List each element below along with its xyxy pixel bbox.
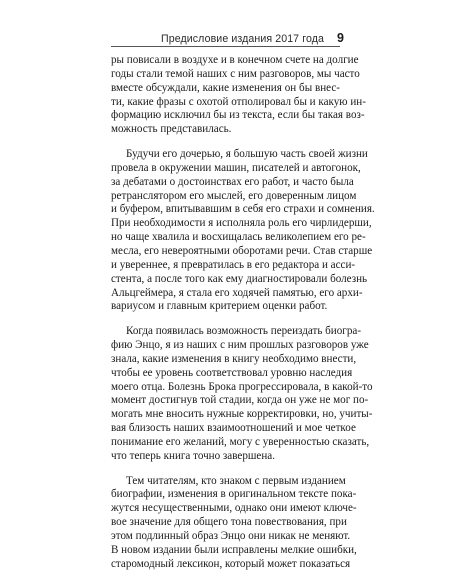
text-line: моего отца. Болезнь Брока прогрессировала, в какой-то (111, 380, 373, 393)
text-line: чтобы ее уровень соответствовал уровню наследия (111, 366, 353, 379)
text-line: месла, его невероятными оборотами речи. Став старше (111, 244, 373, 257)
running-header (111, 31, 344, 47)
text-line: ретранслятором его мыслей, его доверенным лицом (111, 189, 357, 202)
text-line: вая близость наших взаимоотношений и мое четкое (111, 422, 356, 435)
text-line: При необходимости я исполняла роль его чирлидерши, (111, 217, 372, 230)
text-line: формацию исключил бы из текста, если бы такая воз- (111, 109, 365, 122)
text-line: В новом издании были исправлены мелкие ошибки, (111, 543, 357, 556)
text-line: и увереннее, я превратилась в его редактора и асси- (111, 258, 356, 271)
text-line: стента, а после того как ему диагностировали болезнь (111, 272, 368, 285)
paragraph (111, 54, 366, 137)
running-title: Предисловие издания 2017 года (161, 33, 324, 45)
text-line: вместе обсуждали, какие изменения он бы внес- (111, 81, 340, 94)
text-line: годы стали темой наших с ним разговоров, мы часто (111, 67, 360, 80)
header-rule (111, 46, 340, 47)
text-line: можность представилась. (111, 123, 232, 136)
body-text (111, 54, 375, 583)
text-line: ти, какие фразы с охотой отполировал бы и какую ин- (111, 95, 366, 108)
paragraph (111, 325, 373, 463)
text-line: момент достигнув той стадии, когда он уже не мог по- (111, 394, 369, 407)
text-line: этом подлинный образ Энцо они никак не меняют. (111, 530, 351, 542)
text-line: за дебатами о достоинствах его работ, и часто была (111, 175, 354, 188)
text-line: жутся несущественными, однако они имеют ключе- (111, 502, 357, 515)
text-line: фию Энцо, я из наших с ним прошлых разговоров уже (111, 339, 369, 352)
text-line: ры повисали в воздухе и в конечном счете на долгие (111, 54, 359, 66)
text-line: могать мне вносить нужные корректировки, но, учиты- (111, 408, 373, 421)
text-line: что теперь книга точно завершена. (111, 449, 275, 462)
text-line: понимание его желаний, могу с уверенностью сказать, (111, 435, 370, 448)
text-line: Тем читателям, кто знаком с первым изданием (126, 474, 346, 487)
text-line: провела в окружении машин, писателей и автогонок, (111, 161, 361, 174)
text-line: знала, какие изменения в книгу необходимо внести, (111, 352, 357, 365)
paragraph (111, 148, 375, 314)
text-line: биографии, изменения в оригинальном тексте пока- (111, 488, 357, 501)
text-line: Когда появилась возможность переиздать биогра- (126, 325, 362, 338)
paragraph (111, 474, 357, 572)
text-line: вое значение для общего тона повествования, при (111, 516, 347, 529)
text-line: и буфером, впитывавшим в себя его страхи и сомнения. (111, 203, 375, 216)
text-line: старомодный лексикон, который может показаться (111, 557, 351, 570)
text-line: вариусом и главным критерием оценки работ. (111, 300, 328, 313)
text-line: но чаще хвалила и восхищалась великолепием его ре- (111, 231, 366, 244)
text-line: Альцгеймера, я стала его ходячей памятью, его архи- (111, 286, 363, 299)
page-number: 9 (337, 31, 344, 45)
text-line: Будучи его дочерью, я большую часть своей жизни (126, 148, 368, 161)
